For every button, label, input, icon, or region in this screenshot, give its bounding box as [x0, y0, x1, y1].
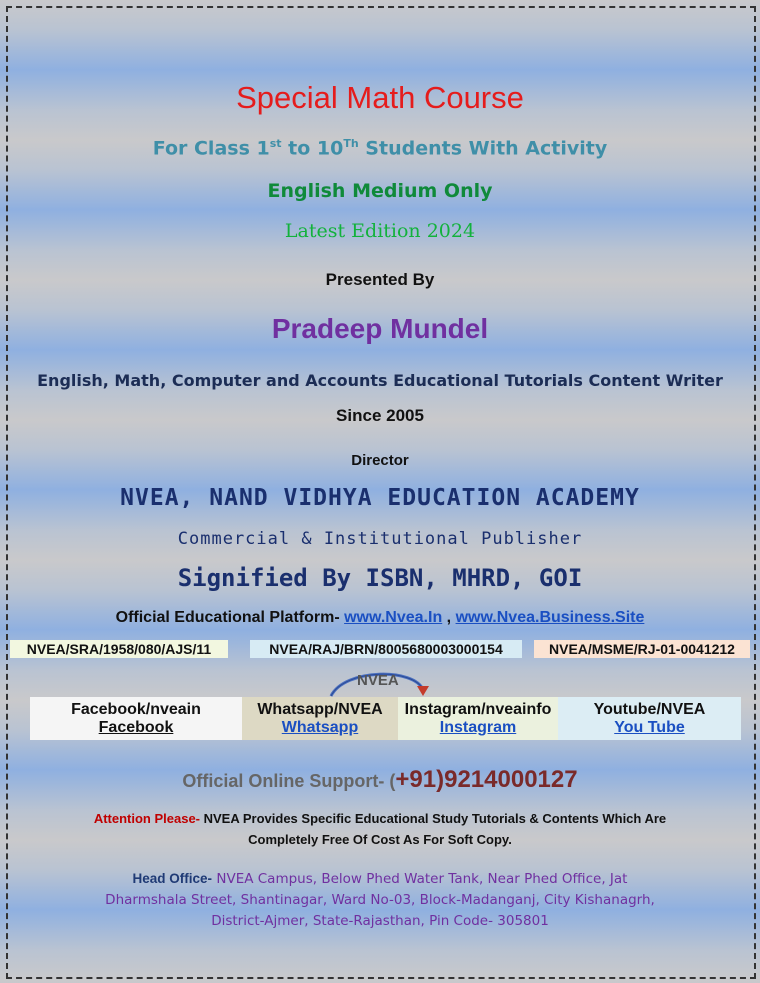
nvea-business-link[interactable]: www.Nvea.Business.Site — [455, 609, 645, 626]
support-label: Official Online Support- ( — [182, 771, 396, 791]
support-line — [0, 766, 760, 794]
social-whatsapp-label: Whatsapp/NVEA — [257, 700, 383, 718]
medium-label: English Medium Only — [267, 180, 493, 202]
publisher-label: Commercial & Institutional Publisher — [177, 529, 583, 549]
academy-name: NVEA, NAND VIDHYA EDUCATION ACADEMY — [120, 485, 640, 511]
nvea-tag: NVEA — [357, 672, 399, 689]
author-name: Pradeep Mundel — [271, 313, 489, 344]
social-instagram-label: Instagram/nveainfo — [404, 700, 552, 718]
isbn-label: Signified By ISBN, MHRD, GOI — [177, 564, 583, 592]
nvea-in-link[interactable]: www.Nvea.In — [344, 609, 443, 626]
support-phone[interactable]: +91)9214000127 — [395, 766, 578, 793]
social-links-row — [30, 697, 741, 740]
registration-brn: NVEA/RAJ/BRN/8005680003000154 — [250, 640, 522, 658]
page-title: Special Math Course — [236, 80, 524, 115]
presented-by-label: Presented By — [325, 270, 435, 289]
edition-label: Latest Edition 2024 — [284, 220, 476, 242]
attention-text: NVEA Provides Specific Educational Study Tutorials & Contents Which Are Completely Free Of Cost As For Soft Copy. — [200, 811, 667, 847]
youtube-link[interactable]: You Tube — [614, 718, 685, 736]
social-youtube-label: Youtube/NVEA — [593, 700, 706, 718]
head-office-label: Head Office- — [132, 871, 213, 886]
registration-row — [10, 640, 750, 658]
since-label: Since 2005 — [336, 406, 424, 425]
facebook-link[interactable]: Facebook — [98, 718, 174, 736]
registration-sra: NVEA/SRA/1958/080/AJS/11 — [10, 640, 228, 658]
social-youtube — [558, 697, 741, 740]
social-whatsapp — [242, 697, 398, 740]
social-facebook — [30, 697, 242, 740]
platform-line: Official Educational Platform- www.Nvea.In , www.Nvea.Business.Site — [115, 609, 645, 626]
attention-notice — [90, 808, 670, 850]
platform-label: Official Educational Platform — [115, 609, 335, 626]
author-role: English, Math, Computer and Accounts Educational Tutorials Content Writer — [37, 371, 723, 390]
social-instagram — [398, 697, 558, 740]
attention-label: Attention Please- — [93, 811, 201, 826]
whatsapp-link[interactable]: Whatsapp — [281, 718, 359, 736]
director-label: Director — [351, 452, 409, 469]
head-office-address — [90, 868, 670, 932]
registration-msme: NVEA/MSME/RJ-01-0041212 — [534, 640, 750, 658]
instagram-link[interactable]: Instagram — [439, 718, 517, 736]
class-range-subtitle: For Class 1st to 10Th Students With Activity — [152, 137, 608, 160]
social-facebook-label: Facebook/nveain — [71, 700, 201, 718]
head-office-text: NVEA Campus, Below Phed Water Tank, Near Phed Office, Jat Dharmshala Street, Shantinagar, Ward No-03, Block-Madanganj, City Kishanagrh, District-Ajmer, State-Rajasthan, Pin Code- 305801 — [105, 871, 655, 929]
